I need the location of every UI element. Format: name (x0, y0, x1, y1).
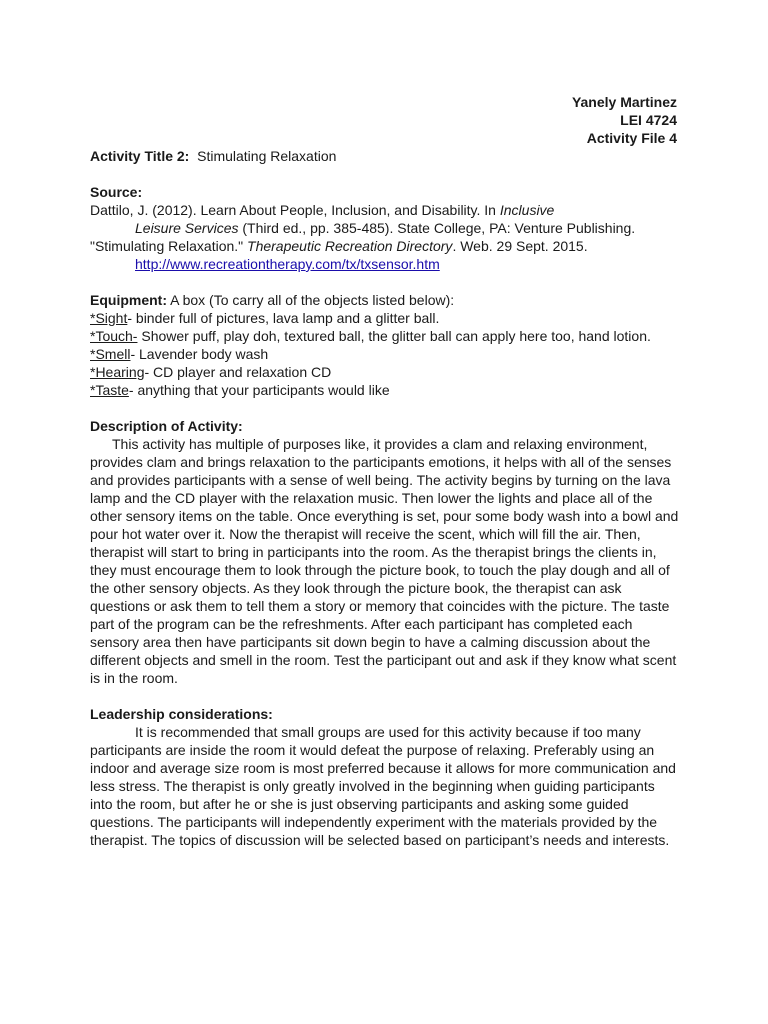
sense-text: - Lavender body wash (130, 346, 269, 362)
source-reference-1-cont (90, 219, 680, 237)
ref1-publisher: (Third ed., pp. 385-485). State College, PA: Venture Publishing. (238, 220, 636, 236)
ref2-date: . Web. 29 Sept. 2015. (452, 238, 588, 254)
ref2-title: "Stimulating Relaxation." (90, 238, 248, 254)
course-code: LEI 4724 (620, 112, 677, 128)
equipment-line (90, 291, 680, 309)
sense-text: Shower puff, play doh, textured ball, the glitter ball can apply here too, hand lotion. (137, 328, 651, 344)
equipment-intro: A box (To carry all of the objects listed below): (167, 292, 455, 308)
ref1-book-title: Leisure Services (135, 220, 239, 236)
description-heading: Description of Activity: (90, 418, 243, 434)
sense-label: *Touch- (90, 328, 138, 344)
author-name: Yanely Martinez (571, 94, 677, 110)
source-reference-1 (90, 201, 680, 219)
source-reference-2 (90, 237, 680, 255)
ref2-site: Therapeutic Recreation Directory (247, 238, 453, 254)
activity-title: Stimulating Relaxation (197, 148, 337, 164)
document-page (90, 93, 680, 849)
equipment-item-hearing (90, 363, 680, 381)
ref1-text: Dattilo, J. (2012). Learn About People, Inclusion, and Disability. In (90, 202, 500, 218)
leadership-text: It is recommended that small groups are used for this activity because if too many participants are inside the room it would defeat the purpose of relaxing. Preferably using an indoor and average size room is most preferred because it allows for more communication and less stress. The therapist is only greatly involved in the beginning when guiding participants into the room, but after he or she is just observing participants and asking some guided questions. The participants will independently experiment with the materials provided by the therapist. The topics of discussion will be selected based on participant’s needs and interests. (90, 724, 676, 848)
sense-label: *Smell (90, 346, 131, 362)
equipment-heading: Equipment: (90, 292, 167, 308)
sense-label: *Sight (90, 310, 128, 326)
description-text: This activity has multiple of purposes like, it provides a clam and relaxing environment, provides clam and brings relaxation to the participants emotions, it helps with all of the senses and provides participants with a sense of well being. The activity begins by turning on the lava lamp and the CD player with the relaxation music. Then lower the lights and place all of the other sensory items on the table. Once everything is set, pour some body wash into a bowl and pour hot water over it. Now the therapist will receive the scent, which will fill the air. Then, therapist will start to bring in participants into the room. As the therapist brings the clients in, they must encourage them to look through the picture book, to touch the play dough and all of the other sensory objects. As they look through the picture book, the therapist can ask questions or ask them to tell them a story or memory that coincides with the picture. The taste part of the program can be the refreshments. After each participant has completed each sensory area then have participants sit down begin to have a calming discussion about the different objects and smell in the room. Test the participant out and ask if they know what scent is in the room. (90, 436, 679, 686)
equipment-item-touch (90, 327, 680, 345)
leadership-heading: Leadership considerations: (90, 706, 273, 722)
description-body (90, 435, 680, 687)
file-label: Activity File 4 (586, 130, 677, 146)
sense-text: - CD player and relaxation CD (144, 364, 332, 380)
equipment-item-taste (90, 381, 680, 399)
activity-title-line (90, 147, 680, 165)
sense-label: *Taste (90, 382, 129, 398)
sense-text: - anything that your participants would like (128, 382, 390, 398)
document-header (90, 93, 677, 147)
source-url-link[interactable]: http://www.recreationtherapy.com/tx/txsensor.htm (135, 256, 440, 272)
source-url-line (90, 255, 680, 273)
sense-text: - binder full of pictures, lava lamp and a glitter ball. (127, 310, 440, 326)
equipment-item-smell (90, 345, 680, 363)
activity-title-label: Activity Title 2: (90, 148, 190, 164)
equipment-item-sight (90, 309, 680, 327)
ref1-italic: Inclusive (499, 202, 555, 218)
source-heading: Source: (90, 184, 143, 200)
sense-label: *Hearing (90, 364, 145, 380)
leadership-body (90, 723, 680, 849)
